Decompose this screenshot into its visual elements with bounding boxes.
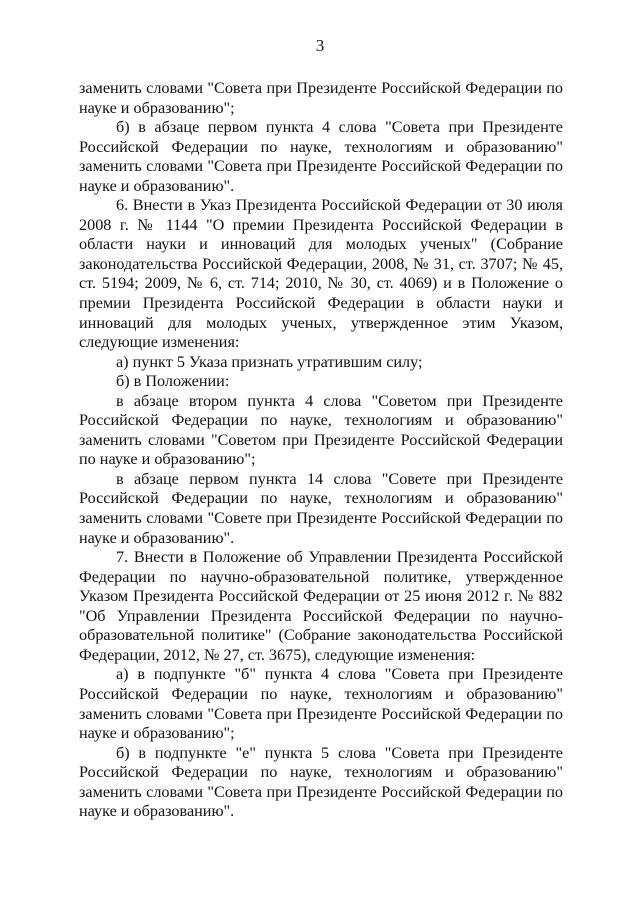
paragraph-item-6a: а) пункт 5 Указа признать утратившим силу; [116, 352, 423, 371]
page-number: 3 [315, 36, 325, 55]
paragraph-item-6: 6. Внести в Указ Президента Российской Федерации от 30 июля 2008 г. № 1144 "О премии Президента Российской Федерации в области науки и инноваций для молодых ученых" (Собрание законодательства Российской Федерации, 2008, № 31, ст. 3707; № 45, ст. 5194; 2009, № 6, ст. 714; 2010, № 30, ст. 4069) и в Положение о премии Президента Российской Федерации в области науки и инноваций для молодых ученых, утвержденное этим Указом, следующие изменения: [79, 196, 563, 352]
paragraph-item-6b: б) в Положении: [116, 372, 230, 391]
paragraph-subitem-b: б) в абзаце первом пункта 4 слова "Совета при Президенте Российской Федерации по науке, технологиям и образованию" заменить словами "Совета при Президенте Российской Федерации по науке и образованию". [79, 118, 563, 195]
paragraph-item-7a: а) в подпункте "б" пункта 4 слова "Совета при Президенте Российской Федерации по науке, технологиям и образованию" заменить словами "Совета при Президенте Российской Федерации по науке и образованию"; [79, 665, 563, 743]
paragraph-item-6b-second: в абзаце первом пункта 14 слова "Совете при Президенте Российской Федерации по науке, технологиям и образованию" заменить словами "Совете при Президенте Российской Федерации по науке и образованию". [79, 469, 563, 547]
document-body [79, 79, 563, 822]
paragraph-item-7: 7. Внести в Положение об Управлении Президента Российской Федерации по научно-образовательной политике, утвержденное Указом Президента Российской Федерации от 25 июня 2012 г. № 882 "Об Управлении Президента Российской Федерации по научно-образовательной политике" (Собрание законодательства Российской Федерации, 2012, № 27, ст. 3675), следующие изменения: [79, 548, 563, 664]
paragraph-continuation: заменить словами "Совета при Президенте Российской Федерации по науке и образованию"; [79, 79, 563, 117]
paragraph-item-7b: б) в подпункте "е" пункта 5 слова "Совета при Президенте Российской Федерации по науке, технологиям и образованию" заменить словами "Совета при Президенте Российской Федерации по науке и образованию". [79, 743, 563, 821]
paragraph-item-6b-first: в абзаце втором пункта 4 слова "Советом при Президенте Российской Федерации по науке, технологиям и образованию" заменить словами "Советом при Президенте Российской Федерации по науке и образованию"; [79, 391, 563, 469]
